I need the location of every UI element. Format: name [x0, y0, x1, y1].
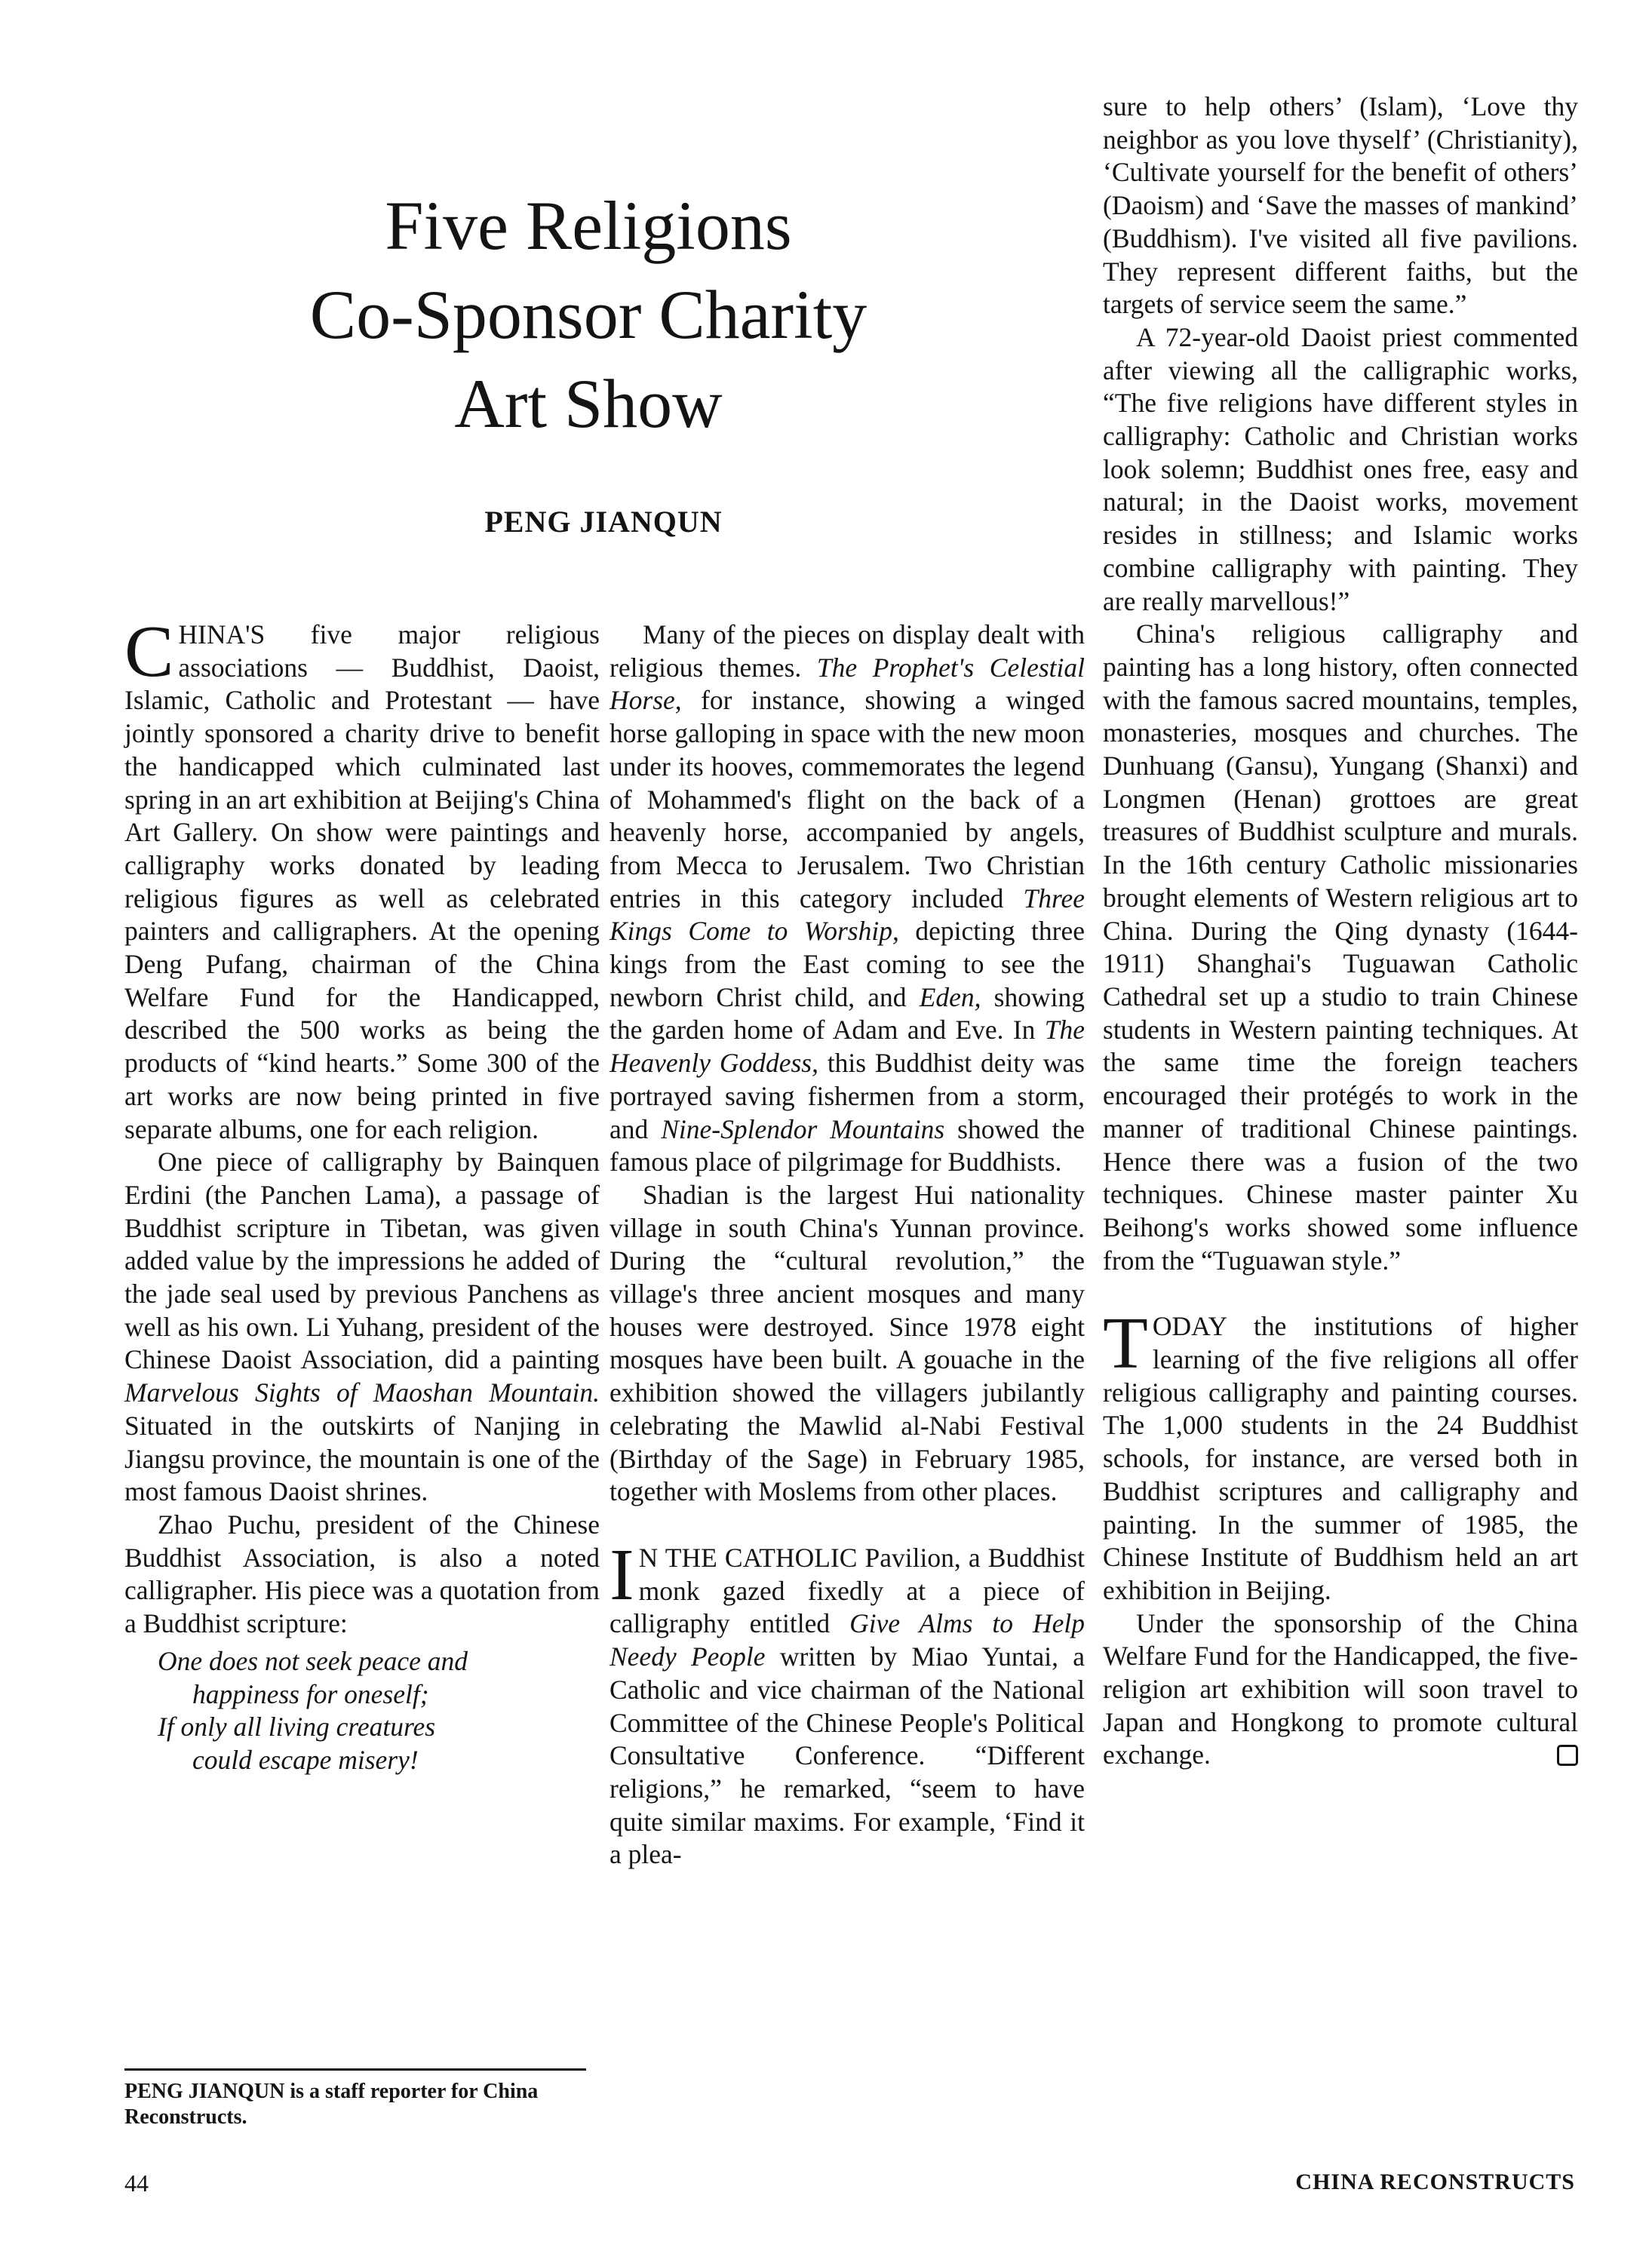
artwork-title: The Prophet's Celestial Horse,	[610, 652, 1085, 716]
footnote-rule	[124, 2068, 586, 2071]
artwork-title: Marvelous Sights of Maoshan Mountain.	[124, 1377, 600, 1408]
verse-line: happiness for oneself;	[192, 1678, 429, 1709]
paragraph-text: One piece of calligraphy by Bainquen Erdini (the Panchen Lama), a passage of Buddhist scripture in Tibetan, was given added value by the impressions he added of the jade seal used by previous Panchens as well as his own. Li Yuhang, president of the Chinese Daoist Association, did a painting	[124, 1147, 600, 1375]
paragraph	[1103, 321, 1578, 618]
artwork-title: Give Alms to Help Needy People	[610, 1608, 1085, 1672]
column-2	[610, 619, 1085, 1872]
end-of-article-mark	[1557, 1745, 1578, 1766]
paragraph-text: Situated in the outskirts of Nanjing in Jiangsu province, the mountain is one of the most famous Daoist shrines.	[124, 1410, 600, 1507]
paragraph-text: Zhao Puchu, president of the Chinese Buddhist Association, is also a noted calligrapher. His piece was a quotation from a Buddhist scripture:	[124, 1509, 600, 1639]
paragraph	[610, 619, 1085, 1179]
article-title	[249, 181, 928, 448]
paragraph-text: Shadian is the largest Hui nationality village in south China's Yunnan province. During the “cultural revolution,” the village's three ancient mosques and many houses were destroyed. Since 1978 eight mosques have been built. A gouache in the exhibition showed the villagers jubilantly celebrating the Mawlid al-Nabi Festival (Birthday of the Sage) in February 1985, together with Moslems from other places.	[610, 1179, 1085, 1507]
paragraph	[610, 1534, 1085, 1872]
paragraph-text: for instance, showing a winged horse galloping in space with the new moon under its hooves, commemorates the legend of Mohammed's flight on the back of a heavenly horse, accompanied by angels, from Mecca to Jerusalem. Two Christian entries in this category included	[610, 685, 1085, 913]
drop-cap: I	[610, 1534, 634, 1616]
journal-name: CHINA RECONSTRUCTS	[1295, 2169, 1575, 2194]
artwork-title: The Heavenly Goddess,	[610, 1015, 1085, 1079]
scripture-quote	[124, 1645, 600, 1777]
author-note: PENG JIANQUN is a staff reporter for China Reconstructs.	[124, 2080, 539, 2129]
verse-line: If only all living creatures	[158, 1712, 436, 1743]
paragraph-text: this Buddhist deity was portrayed saving fishermen from a storm, and	[610, 1048, 1085, 1144]
artwork-title: Three Kings Come to Worship,	[610, 883, 1085, 947]
byline: PENG JIANQUN	[484, 505, 723, 539]
paragraph-text: China's religious calligraphy and painting has a long history, often connected with the famous sacred mountains, temples, monasteries, mosques and churches. The Dunhuang (Gansu), Yungang (Shanxi) and Longmen (Henan) grottoes are great treasures of Buddhist sculpture and murals. In the 16th century Catholic missionaries brought elements of Western religious art to China. During the Qing dynasty (1644-1911) Shanghai's Tuguawan Catholic Cathedral set up a studio to train Chinese students in Western painting techniques. At the same time the foreign teachers encouraged their protégés to work in the manner of traditional Chinese paintings. Hence there was a fusion of the two techniques. Chinese master painter Xu Beihong's works showed some influence from the “Tuguawan style.”	[1103, 619, 1578, 1276]
paragraph-text: written by Miao Yuntai, a Catholic and vice chairman of the National Committee of the Chinese People's Political Consultative Conference. “Different religions,” he remarked, “seem to have quite similar maxims. For example, ‘Find it a plea-	[610, 1641, 1085, 1870]
paragraph-text: ODAY the institutions of higher learning of the five religions all offer religious calligraphy and painting courses. The 1,000 students in the 24 Buddhist schools, for instance, are versed both in Buddhist scriptures and calligraphy and painting. In the summer of 1985, the Chinese Institute of Buddhism held an art exhibition in Beijing.	[1103, 1311, 1578, 1605]
paragraph-text: Under the sponsorship of the China Welfare Fund for the Handicapped, the five-religion art exhibition will soon travel to Japan and Hongkong to promote cultural exchange.	[1103, 1607, 1578, 1770]
paragraph-text: showing the garden home of Adam and Eve. In	[610, 981, 1085, 1046]
title-line-1: Five Religions	[385, 187, 792, 264]
paragraph	[124, 611, 600, 1146]
paragraph-text: HINA'S five major religious associations — Buddhist, Daoist, Islamic, Catholic and Protestant — have jointly sponsored a charity drive to benefit the handicapped which culminated last spring in an art exhibition at Beijing's China Art Gallery. On show were paintings and calligraphy works donated by leading religious figures as well as celebrated painters and calligraphers. At the opening Deng Pufang, chairman of the China Welfare Fund for the Handicapped, described the 500 works as being the products of “kind hearts.” Some 300 of the art works are now being printed in five separate albums, one for each religion.	[124, 619, 600, 1144]
paragraph-text: sure to help others’ (Islam), ‘Love thy neighbor as you love thyself’ (Christianity), ‘Cultivate yourself for the benefit of others’ (Daoism) and ‘Save the masses of mankind’ (Buddhism). I've visited all five pavilions. They represent different faiths, but the targets of service seem the same.”	[1103, 91, 1578, 320]
title-line-2: Co-Sponsor Charity	[309, 276, 867, 353]
paragraph-text: N THE CATHOLIC Pavilion, a Buddhist monk gazed fixedly at a piece of calligraphy entitled	[610, 1542, 1085, 1639]
paragraph	[1103, 1303, 1578, 1607]
drop-cap: T	[1103, 1303, 1148, 1385]
paragraph	[610, 1179, 1085, 1509]
paragraph-text: A 72-year-old Daoist priest commented after viewing all the calligraphic works, “The five religions have different styles in calligraphy: Catholic and Christian works look solemn; Buddhist ones free, easy and natural; in the Daoist works, movement resides in stillness; and Islamic works combine calligraphy with painting. They are really marvellous!”	[1103, 321, 1578, 616]
verse-line: One does not seek peace and	[158, 1645, 468, 1676]
paragraph-text: showed the famous place of pilgrimage for Buddhists.	[610, 1113, 1085, 1178]
paragraph	[124, 1146, 600, 1509]
page-number: 44	[124, 2169, 149, 2197]
paragraph	[1103, 1607, 1578, 1773]
artwork-title: Nine-Splendor Mountains	[661, 1113, 945, 1144]
paragraph	[124, 1509, 600, 1641]
verse-line: could escape misery!	[192, 1744, 419, 1775]
paragraph-text: Many of the pieces on display dealt with religious themes.	[610, 619, 1085, 683]
paragraph-text: depicting three kings from the East coming to see the newborn Christ child, and	[610, 916, 1085, 1012]
title-line-3: Art Show	[454, 365, 723, 442]
drop-cap: C	[124, 611, 174, 692]
artwork-title: Eden,	[919, 981, 981, 1012]
paragraph	[1103, 618, 1578, 1277]
column-3	[1103, 91, 1578, 1772]
column-1	[124, 611, 600, 1777]
paragraph	[1103, 91, 1578, 321]
